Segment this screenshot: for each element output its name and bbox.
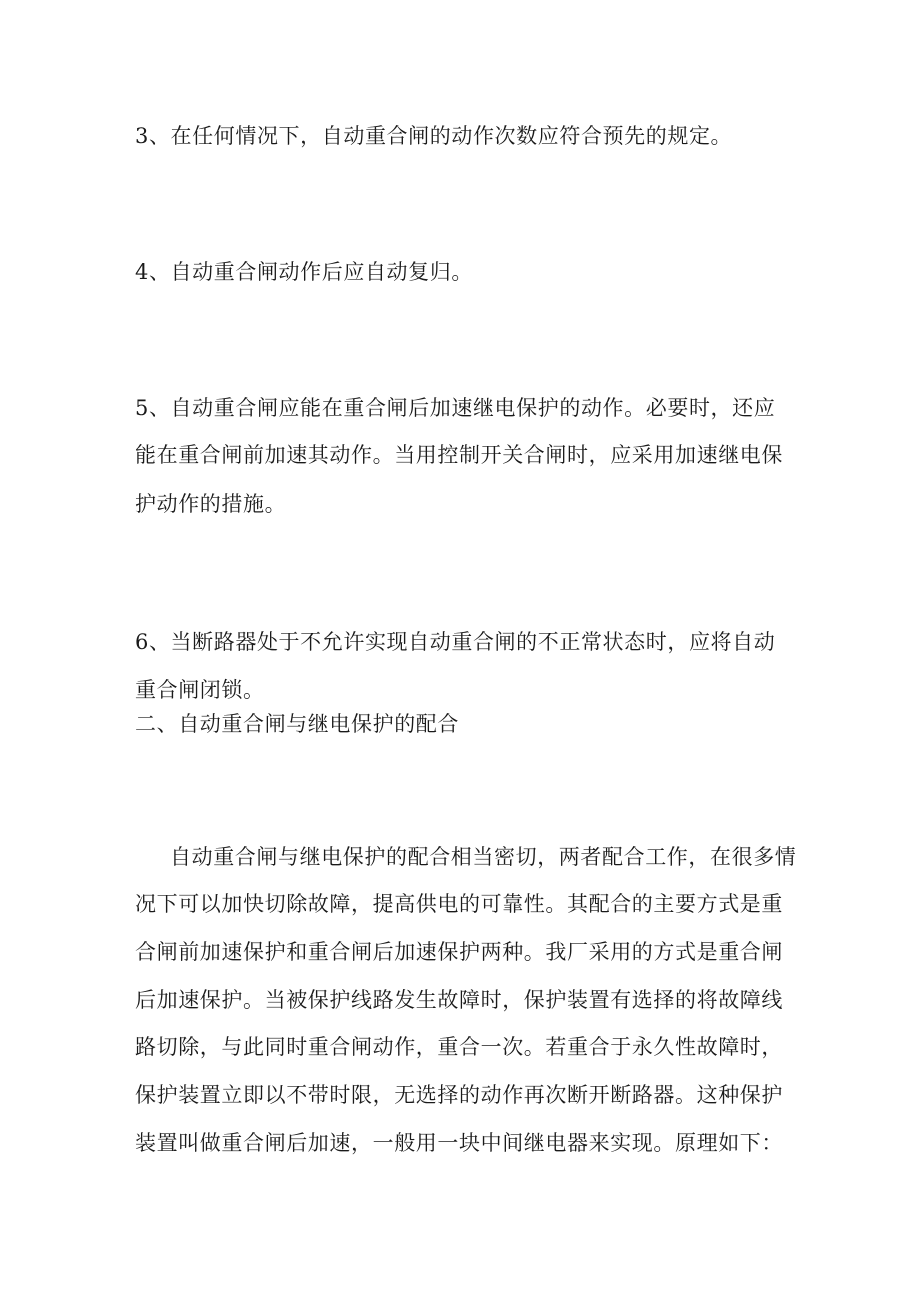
list-item-3: 3、在任何情况下，自动重合闸的动作次数应符合预先的规定。	[135, 124, 733, 148]
list-item-5-line-1: 5、自动重合闸应能在重合闸后加速继电保护的动作。必要时，还应	[135, 396, 776, 420]
list-item-5-line-2: 能在重合闸前加速其动作。当用控制开关合闸时，应采用加速继电保	[135, 443, 783, 467]
paragraph-line-7: 装置叫做重合闸后加速，一般用一块中间继电器来实现。原理如下：	[135, 1131, 783, 1155]
paragraph-line-2: 况下可以加快切除故障，提高供电的可靠性。其配合的主要方式是重	[135, 892, 783, 916]
paragraph-line-1: 自动重合闸与继电保护的配合相当密切，两者配合工作，在很多情	[170, 845, 797, 869]
paragraph-line-3: 合闸前加速保护和重合闸后加速保护两种。我厂采用的方式是重合闸	[135, 940, 783, 964]
list-item-6-line-2: 重合闸闭锁。	[135, 678, 265, 702]
paragraph-line-6: 保护装置立即以不带时限，无选择的动作再次断开断路器。这种保护	[135, 1083, 783, 1107]
list-item-6-line-1: 6、当断路器处于不允许实现自动重合闸的不正常状态时，应将自动	[135, 630, 776, 654]
list-item-4: 4、自动重合闸动作后应自动复归。	[135, 260, 473, 284]
paragraph-line-4: 后加速保护。当被保护线路发生故障时，保护装置有选择的将故障线	[135, 988, 783, 1012]
section-heading: 二、自动重合闸与继电保护的配合	[135, 712, 459, 736]
paragraph-line-5: 路切除，与此同时重合闸动作，重合一次。若重合于永久性故障时，	[135, 1035, 783, 1059]
list-item-5-line-3: 护动作的措施。	[135, 492, 287, 516]
